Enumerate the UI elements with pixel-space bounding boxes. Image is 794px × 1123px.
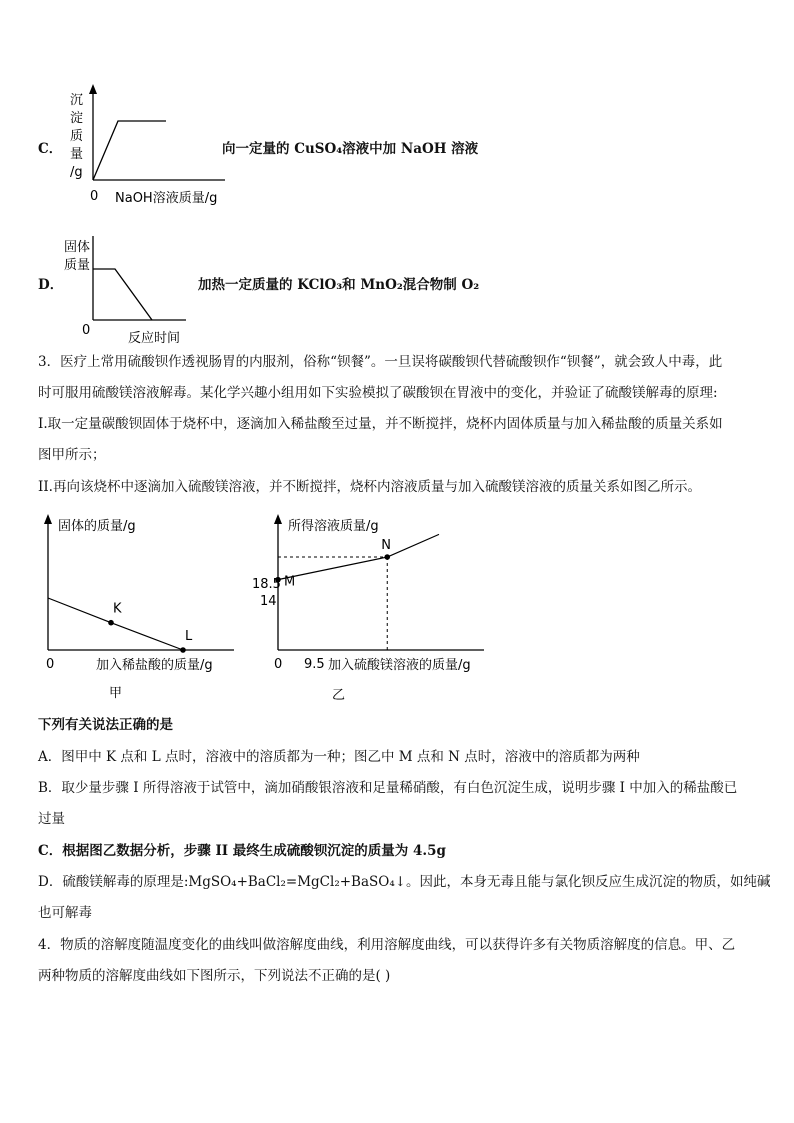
chart-yi-points xyxy=(275,538,391,590)
option-d-curve xyxy=(93,269,152,320)
chart-yi-y-arrow xyxy=(274,514,282,524)
option-d-letter: D． xyxy=(38,277,64,293)
option-c-ylabel-4: /g xyxy=(70,165,83,180)
chart-jia-y-arrow xyxy=(44,514,52,524)
q3-line-4: 图甲所示； xyxy=(38,447,106,463)
q3-option-b-line-1: B．取少量步骤 I 所得溶液于试管中，滴加硝酸银溶液和足量稀硝酸，有白色沉淀生成，说明步骤 I 中加入的稀盐酸已 xyxy=(38,780,738,796)
option-d-xlabel: 反应时间 xyxy=(128,331,181,346)
q4-line-1: 4．物质的溶解度随温度变化的曲线叫做溶解度曲线，利用溶解度曲线，可以获得许多有关物质溶解度的信息。甲、乙 xyxy=(38,937,736,953)
chart-jia-ylabel: 固体的质量/g xyxy=(58,519,136,534)
chart-jia-title: 甲 xyxy=(109,686,123,701)
option-c-origin: 0 xyxy=(90,189,99,204)
chart-jia-xlabel: 加入稀盐酸的质量/g xyxy=(96,658,213,673)
chart-jia-point-k xyxy=(108,620,114,626)
chart-jia-point-l xyxy=(180,647,186,653)
q3-option-d-line-2: 也可解毒 xyxy=(38,905,92,921)
chart-jia-points xyxy=(108,602,193,653)
q3-option-a: A．图甲中 K 点和 L 点时，溶液中的溶质都为一种；图乙中 M 点和 N 点时，溶液中的溶质都为两种 xyxy=(38,749,640,765)
q3-line-3: I.取一定量碳酸钡固体于烧杯中，逐滴加入稀盐酸至过量，并不断搅拌，烧杯内固体质量与加入稀盐酸的质量关系如 xyxy=(38,416,723,432)
q3-option-b-line-2: 过量 xyxy=(38,811,65,827)
option-c-ylabel-2: 质 xyxy=(70,129,84,144)
q3-line-5: II.再向该烧杯中逐滴加入硫酸镁溶液，并不断搅拌，烧杯内溶液质量与加入硫酸镁溶液的质量关系如图乙所示。 xyxy=(38,479,701,495)
q3-question-stem: 下列有关说法正确的是 xyxy=(38,717,173,733)
option-c-y-arrow xyxy=(89,84,97,94)
option-c-ylabel-1: 淀 xyxy=(70,111,84,126)
option-c-letter: C． xyxy=(38,141,63,157)
q3-line-2: 时可服用硫酸镁溶液解毒。某化学兴趣小组用如下实验模拟了碳酸钡在胃液中的变化，并验证了硫酸镁解毒的原理: xyxy=(38,385,718,401)
chart-yi-title: 乙 xyxy=(332,688,346,703)
option-d-description: 加热一定质量的 KClO₃和 MnO₂混合物制 O₂ xyxy=(198,277,480,293)
option-d-ylabel-1: 质量 xyxy=(64,258,91,273)
q3-line-1: 3．医疗上常用硫酸钡作透视肠胃的内服剂，俗称“钡餐”。一旦误将碳酸钡代替硫酸钡作“钡餐”，就会致人中毒，此 xyxy=(38,354,723,370)
option-d-ylabel-0: 固体 xyxy=(64,240,91,255)
option-c-description: 向一定量的 CuSO₄溶液中加 NaOH 溶液 xyxy=(222,141,479,157)
chart-yi xyxy=(248,512,488,708)
option-c-xlabel: NaOH溶液质量/g xyxy=(115,191,218,206)
q3-option-d-line-1: D．硫酸镁解毒的原理是:MgSO₄+BaCl₂=MgCl₂+BaSO₄↓。因此，本身无毒且能与氯化钡反应生成沉淀的物质，如纯碱 xyxy=(38,874,771,890)
option-c-ylabel-0: 沉 xyxy=(70,93,84,108)
chart-yi-xtick-9-5: 9.5 xyxy=(304,657,325,672)
option-d-origin: 0 xyxy=(82,323,91,338)
q4-line-2: 两种物质的溶解度曲线如下图所示，下列说法不正确的是( ) xyxy=(38,968,391,984)
chart-yi-point-label-n: N xyxy=(381,538,391,554)
chart-yi-guides xyxy=(278,557,387,650)
option-c-ylabel-3: 量 xyxy=(70,147,84,162)
option-c-curve xyxy=(93,121,166,180)
chart-yi-origin: 0 xyxy=(274,657,283,672)
chart-jia-origin: 0 xyxy=(46,657,55,672)
q3-option-c: C．根据图乙数据分析，步骤 II 最终生成硫酸钡沉淀的质量为 4.5g xyxy=(38,843,446,859)
chart-yi-ytick-18-5: 18.5 xyxy=(252,577,281,592)
chart-yi-ytick-14: 14 xyxy=(260,594,277,609)
chart-yi-point-label-m: M xyxy=(284,574,296,590)
option-c-graph xyxy=(60,80,240,210)
chart-jia-point-label-k: K xyxy=(113,601,122,617)
chart-yi-point-n xyxy=(384,554,390,560)
chart-jia-point-label-l: L xyxy=(185,629,193,644)
chart-yi-ylabel: 所得溶液质量/g xyxy=(288,519,379,534)
option-d-graph xyxy=(60,232,200,350)
chart-yi-xlabel: 加入硫酸镁溶液的质量/g xyxy=(328,658,471,673)
chart-jia xyxy=(38,512,238,708)
